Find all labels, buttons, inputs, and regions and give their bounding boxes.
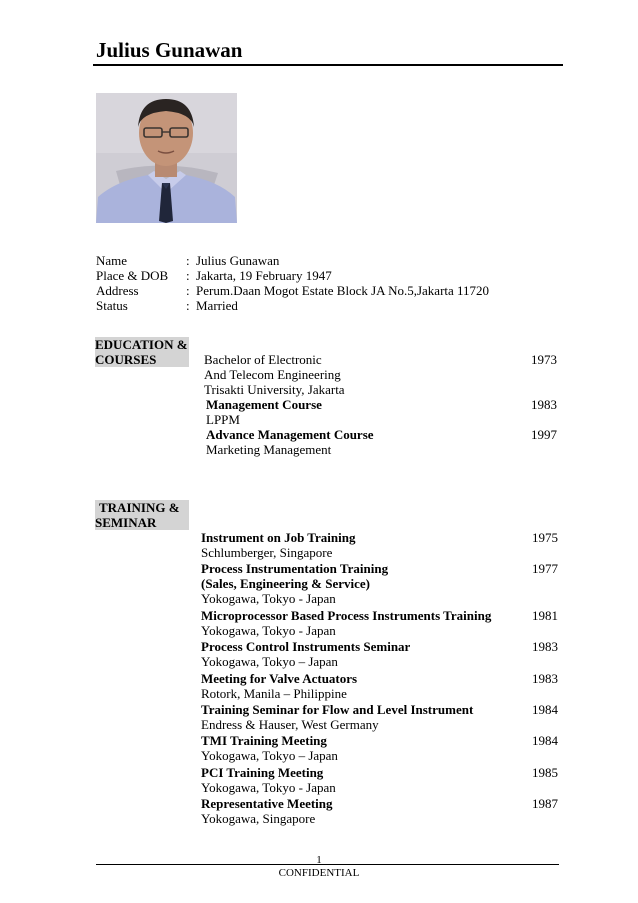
document-title: Julius Gunawan (96, 38, 243, 62)
education-section-label (95, 337, 189, 367)
training-year: 1977 (532, 561, 558, 577)
info-row (96, 253, 489, 268)
education-detail: Trisakti University, Jakarta (204, 382, 345, 397)
training-title: Training Seminar for Flow and Level Instrument (201, 701, 474, 717)
training-title: PCI Training Meeting (201, 764, 324, 780)
training-year: 1987 (532, 796, 558, 812)
training-detail: Yokogawa, Tokyo - Japan (201, 779, 336, 795)
info-colon: : (186, 268, 190, 283)
profile-photo (96, 93, 237, 223)
info-label: Status (96, 298, 128, 313)
education-title: Bachelor of Electronic (204, 352, 322, 367)
training-detail: Yokogawa, Tokyo – Japan (201, 654, 338, 670)
info-colon: : (186, 253, 190, 268)
training-entry (201, 702, 560, 732)
education-year: 1973 (531, 352, 557, 367)
info-row (96, 298, 489, 313)
training-title: Instrument on Job Training (201, 530, 356, 545)
education-label-line1: EDUCATION & (95, 337, 188, 352)
info-value: Jakarta, 19 February 1947 (196, 268, 332, 283)
training-title: Process Instrumentation Training (201, 561, 389, 577)
education-year: 1997 (531, 427, 557, 442)
page-number: 1 (316, 854, 322, 866)
info-label: Name (96, 253, 128, 268)
info-row (96, 283, 489, 298)
info-value: Married (196, 298, 238, 313)
education-detail: And Telecom Engineering (204, 367, 341, 382)
education-detail: Marketing Management (206, 442, 332, 457)
training-year: 1983 (532, 639, 558, 655)
training-detail: Schlumberger, Singapore (201, 545, 333, 560)
education-entry (204, 427, 560, 457)
training-entry (201, 561, 560, 606)
training-entry (201, 765, 560, 795)
education-entry (204, 352, 560, 397)
training-detail: Yokogawa, Tokyo – Japan (201, 748, 338, 764)
education-detail: LPPM (206, 412, 240, 427)
training-detail: Yokogawa, Singapore (201, 811, 316, 827)
training-year: 1983 (532, 670, 558, 686)
personal-info (96, 253, 489, 313)
training-label-line1: TRAINING & (99, 500, 180, 515)
education-year: 1983 (531, 397, 557, 412)
education-list (204, 352, 560, 457)
info-value: Julius Gunawan (196, 253, 280, 268)
info-colon: : (186, 298, 190, 313)
training-section-label (95, 500, 189, 530)
training-year: 1975 (532, 530, 558, 545)
training-entry (201, 608, 560, 638)
training-entry (201, 733, 560, 763)
training-detail: Yokogawa, Tokyo - Japan (201, 591, 336, 607)
training-entry (201, 671, 560, 701)
training-subtitle: (Sales, Engineering & Service) (201, 576, 370, 592)
training-year: 1981 (532, 607, 558, 623)
education-entry (204, 397, 560, 427)
training-year: 1984 (532, 701, 558, 717)
training-title: Microprocessor Based Process Instruments Training (201, 607, 492, 623)
training-list (201, 530, 560, 828)
person-portrait-image (96, 93, 237, 223)
training-label-line2: SEMINAR (95, 515, 157, 530)
info-colon: : (186, 283, 190, 298)
training-title: Process Control Instruments Seminar (201, 639, 411, 655)
training-title: Representative Meeting (201, 796, 333, 812)
title-divider (93, 64, 563, 66)
training-entry (201, 639, 560, 669)
info-label: Place & DOB (96, 268, 169, 283)
training-detail: Endress & Hauser, West Germany (201, 716, 379, 732)
training-title: Meeting for Valve Actuators (201, 670, 358, 686)
training-detail: Yokogawa, Tokyo - Japan (201, 622, 336, 638)
info-label: Address (96, 283, 139, 298)
training-entry (201, 530, 560, 560)
training-year: 1984 (532, 733, 558, 749)
education-title: Advance Management Course (206, 427, 374, 442)
training-title: TMI Training Meeting (201, 733, 327, 749)
info-row (96, 268, 489, 283)
info-value: Perum.Daan Mogot Estate Block JA No.5,Jakarta 11720 (196, 283, 490, 298)
confidential-label: CONFIDENTIAL (278, 867, 360, 879)
education-title: Management Course (206, 397, 322, 412)
education-label-line2: COURSES (95, 352, 157, 367)
training-entry (201, 796, 560, 826)
training-detail: Rotork, Manila – Philippine (201, 685, 347, 701)
training-year: 1985 (532, 764, 558, 780)
footer-divider (96, 864, 559, 865)
